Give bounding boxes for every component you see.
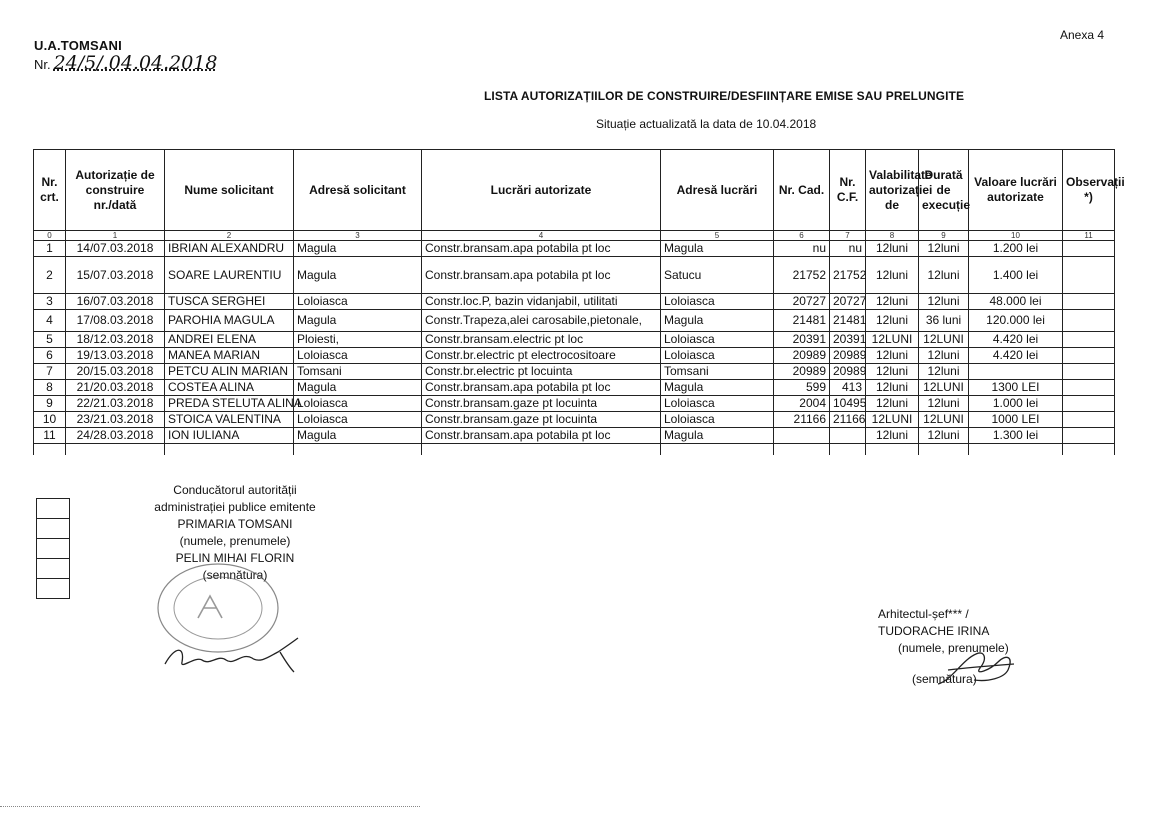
table-cell: COSTEA ALINA bbox=[165, 380, 294, 396]
header-cell: Autorizație de construire nr./dată bbox=[66, 150, 165, 231]
table-cell bbox=[1063, 396, 1115, 412]
table-cell: 12luni bbox=[866, 310, 919, 332]
column-number: 11 bbox=[1063, 231, 1115, 241]
table-cell: 20989 bbox=[830, 364, 866, 380]
table-cell: PREDA STELUTA ALINA bbox=[165, 396, 294, 412]
table-cell bbox=[1063, 257, 1115, 294]
table-cell: MANEA MARIAN bbox=[165, 348, 294, 364]
table-cell: 20391 bbox=[830, 332, 866, 348]
table-cell: TUSCA SERGHEI bbox=[165, 294, 294, 310]
table-cell bbox=[294, 444, 422, 456]
table-cell: SOARE LAURENTIU bbox=[165, 257, 294, 294]
table-cell: Constr.bransam.apa potabila pt loc bbox=[422, 241, 661, 257]
header-cell: Nr. crt. bbox=[34, 150, 66, 231]
document-subtitle: Situație actualizată la data de 10.04.2018 bbox=[596, 117, 817, 131]
table-cell: 20989 bbox=[774, 364, 830, 380]
table-cell: Magula bbox=[294, 257, 422, 294]
table-cell bbox=[1063, 332, 1115, 348]
table-cell: 19/13.03.2018 bbox=[66, 348, 165, 364]
table-cell: Tomsani bbox=[294, 364, 422, 380]
table-cell bbox=[1063, 380, 1115, 396]
header-cell: Adresă solicitant bbox=[294, 150, 422, 231]
signatory-role-line1: Conducătorul autorității bbox=[173, 483, 297, 497]
column-number: 4 bbox=[422, 231, 661, 241]
table-cell bbox=[969, 444, 1063, 456]
table-cell: Constr.bransam.gaze pt locuinta bbox=[422, 396, 661, 412]
table-cell: 12luni bbox=[919, 428, 969, 444]
signatory-name: PELIN MIHAI FLORIN bbox=[175, 551, 295, 565]
table-cell: 413 bbox=[830, 380, 866, 396]
table-cell: 10495 bbox=[830, 396, 866, 412]
table-cell: Loloiasca bbox=[661, 396, 774, 412]
table-cell: 20727 bbox=[830, 294, 866, 310]
table-cell: 1.400 lei bbox=[969, 257, 1063, 294]
table-row bbox=[34, 332, 1115, 348]
table-cell: 48.000 lei bbox=[969, 294, 1063, 310]
table-cell: 21166 bbox=[774, 412, 830, 428]
table-cell: Constr.Trapeza,alei carosabile,pietonale, bbox=[422, 310, 661, 332]
table-cell: 36 luni bbox=[919, 310, 969, 332]
table-cell: 12luni bbox=[866, 364, 919, 380]
table-cell: 12luni bbox=[919, 364, 969, 380]
column-number: 5 bbox=[661, 231, 774, 241]
table-cell: PAROHIA MAGULA bbox=[165, 310, 294, 332]
authorizations-table bbox=[33, 149, 1125, 455]
table-cell: 12luni bbox=[919, 294, 969, 310]
table-cell: Satucu bbox=[661, 257, 774, 294]
header-cell: Valabilitate autorizației de bbox=[866, 150, 919, 231]
table-cell: Magula bbox=[294, 380, 422, 396]
table-cell: 12luni bbox=[866, 396, 919, 412]
column-number: 6 bbox=[774, 231, 830, 241]
header-cell: Valoare lucrări autorizate bbox=[969, 150, 1063, 231]
table-cell: 120.000 lei bbox=[969, 310, 1063, 332]
table-cell: 1 bbox=[34, 241, 66, 257]
table-cell bbox=[1063, 444, 1115, 456]
table-cell: 21/20.03.2018 bbox=[66, 380, 165, 396]
table-cell: Magula bbox=[294, 241, 422, 257]
table-cell: ION IULIANA bbox=[165, 428, 294, 444]
table-cell: 10 bbox=[34, 412, 66, 428]
column-number: 9 bbox=[919, 231, 969, 241]
table-cell bbox=[774, 428, 830, 444]
table-cell: Magula bbox=[661, 428, 774, 444]
table-cell: 1.300 lei bbox=[969, 428, 1063, 444]
table-cell: ANDREI ELENA bbox=[165, 332, 294, 348]
table-cell: Constr.bransam.electric pt loc bbox=[422, 332, 661, 348]
table-cell: 7 bbox=[34, 364, 66, 380]
table-cell: 23/21.03.2018 bbox=[66, 412, 165, 428]
table-cell: 12luni bbox=[866, 380, 919, 396]
table-cell bbox=[919, 444, 969, 456]
column-number-row bbox=[34, 231, 1115, 241]
column-number: 1 bbox=[66, 231, 165, 241]
column-number: 8 bbox=[866, 231, 919, 241]
table-cell bbox=[1063, 364, 1115, 380]
table-cell: 12LUNI bbox=[919, 332, 969, 348]
header-cell: Nr. Cad. bbox=[774, 150, 830, 231]
header-cell: Observații *) bbox=[1063, 150, 1115, 231]
table-cell: Magula bbox=[661, 310, 774, 332]
table-cell: Constr.bransam.apa potabila pt loc bbox=[422, 428, 661, 444]
table-cell: 6 bbox=[34, 348, 66, 364]
table-cell: 1.000 lei bbox=[969, 396, 1063, 412]
document-title: LISTA AUTORIZAȚIILOR DE CONSTRUIRE/DESFIINȚARE EMISE SAU PRELUNGITE bbox=[484, 89, 965, 103]
table-cell: 12luni bbox=[919, 241, 969, 257]
architect-name: TUDORACHE IRINA bbox=[878, 624, 990, 638]
table-row bbox=[34, 396, 1115, 412]
table-cell: Constr.loc.P, bazin vidanjabil, utilitati bbox=[422, 294, 661, 310]
table-cell: 12luni bbox=[866, 348, 919, 364]
table-cell: Constr.bransam.gaze pt locuinta bbox=[422, 412, 661, 428]
table-cell: 5 bbox=[34, 332, 66, 348]
table-cell bbox=[1063, 241, 1115, 257]
table-cell: 21481 bbox=[830, 310, 866, 332]
table-cell bbox=[66, 444, 165, 456]
table-row bbox=[34, 364, 1115, 380]
table-cell bbox=[661, 444, 774, 456]
table-cell: 1000 LEI bbox=[969, 412, 1063, 428]
table-cell: 12luni bbox=[919, 348, 969, 364]
table-cell: 15/07.03.2018 bbox=[66, 257, 165, 294]
table-row bbox=[34, 444, 1115, 456]
table-cell: Loloiasca bbox=[661, 348, 774, 364]
table-cell: 2 bbox=[34, 257, 66, 294]
table-cell: 1.200 lei bbox=[969, 241, 1063, 257]
table-row bbox=[34, 380, 1115, 396]
table-cell: Constr.br.electric pt electrocositoare bbox=[422, 348, 661, 364]
table-cell: 599 bbox=[774, 380, 830, 396]
table-cell: Loloiasca bbox=[294, 396, 422, 412]
table-cell: 17/08.03.2018 bbox=[66, 310, 165, 332]
table-cell bbox=[830, 428, 866, 444]
table-cell: STOICA VALENTINA bbox=[165, 412, 294, 428]
table-cell bbox=[830, 444, 866, 456]
table-cell: Constr.bransam.apa potabila pt loc bbox=[422, 257, 661, 294]
table-cell: 14/07.03.2018 bbox=[66, 241, 165, 257]
table-cell: 8 bbox=[34, 380, 66, 396]
handwritten-signature-left-icon bbox=[160, 626, 305, 676]
table-cell: Magula bbox=[661, 241, 774, 257]
signature-caption: (semnătura) bbox=[202, 568, 268, 582]
table-cell: 20/15.03.2018 bbox=[66, 364, 165, 380]
signatory-name-caption: (numele, prenumele) bbox=[179, 534, 291, 548]
bottom-scan-line bbox=[0, 806, 420, 808]
table-cell: 12luni bbox=[866, 294, 919, 310]
table-cell bbox=[1063, 428, 1115, 444]
table-cell: Tomsani bbox=[661, 364, 774, 380]
registration-number bbox=[34, 52, 218, 74]
table-cell: Loloiasca bbox=[294, 412, 422, 428]
table-row bbox=[34, 310, 1115, 332]
table-cell: 22/21.03.2018 bbox=[66, 396, 165, 412]
table-cell bbox=[1063, 412, 1115, 428]
nr-label: Nr. bbox=[34, 57, 51, 72]
table-row bbox=[34, 428, 1115, 444]
table-cell: 20391 bbox=[774, 332, 830, 348]
table-cell: IBRIAN ALEXANDRU bbox=[165, 241, 294, 257]
table-cell: 11 bbox=[34, 428, 66, 444]
signatory-institution: PRIMARIA TOMSANI bbox=[177, 517, 293, 531]
table-cell: 12LUNI bbox=[866, 412, 919, 428]
table-cell: 21752 bbox=[830, 257, 866, 294]
architect-signature-caption: (semnătura) bbox=[912, 672, 977, 686]
architect-name-caption: (numele, prenumele) bbox=[898, 641, 1009, 655]
column-number: 7 bbox=[830, 231, 866, 241]
table-cell bbox=[774, 444, 830, 456]
table-cell: 9 bbox=[34, 396, 66, 412]
table-cell: 12luni bbox=[866, 428, 919, 444]
table-cell: 12LUNI bbox=[866, 332, 919, 348]
table-cell: 24/28.03.2018 bbox=[66, 428, 165, 444]
table-cell: PETCU ALIN MARIAN bbox=[165, 364, 294, 380]
table-cell bbox=[1063, 294, 1115, 310]
table-row bbox=[34, 412, 1115, 428]
table-cell: Loloiasca bbox=[294, 348, 422, 364]
table-cell: 12LUNI bbox=[919, 380, 969, 396]
header-cell: Durată de execuție bbox=[919, 150, 969, 231]
table-cell: Loloiasca bbox=[661, 294, 774, 310]
table-cell bbox=[165, 444, 294, 456]
table-row bbox=[34, 294, 1115, 310]
table-cell: Constr.br.electric pt locuinta bbox=[422, 364, 661, 380]
table-cell: Loloiasca bbox=[661, 412, 774, 428]
table-cell: Magula bbox=[661, 380, 774, 396]
table-cell: 21752 bbox=[774, 257, 830, 294]
table-header-row bbox=[34, 150, 1115, 231]
table-cell bbox=[34, 444, 66, 456]
table-cell bbox=[1063, 348, 1115, 364]
table-cell: 21166 bbox=[830, 412, 866, 428]
table-cell: 21481 bbox=[774, 310, 830, 332]
table-cell: 16/07.03.2018 bbox=[66, 294, 165, 310]
annex-label: Anexa 4 bbox=[1060, 28, 1105, 42]
table-cell: 3 bbox=[34, 294, 66, 310]
table-cell: 12luni bbox=[919, 396, 969, 412]
table-cell: Constr.bransam.apa potabila pt loc bbox=[422, 380, 661, 396]
table-cell: nu bbox=[774, 241, 830, 257]
table-row bbox=[34, 257, 1115, 294]
nr-value: 24/5/.04.04.2018 bbox=[53, 52, 218, 74]
table-cell: 2004 bbox=[774, 396, 830, 412]
table-cell bbox=[1063, 310, 1115, 332]
table-cell bbox=[866, 444, 919, 456]
header-cell: Nr. C.F. bbox=[830, 150, 866, 231]
table-cell: 4.420 lei bbox=[969, 332, 1063, 348]
table-cell: 20727 bbox=[774, 294, 830, 310]
header-cell: Nume solicitant bbox=[165, 150, 294, 231]
architect-role: Arhitectul-șef*** / bbox=[878, 607, 969, 621]
table-cell bbox=[969, 364, 1063, 380]
table-cell: 12luni bbox=[866, 257, 919, 294]
table-cell: Magula bbox=[294, 428, 422, 444]
header-cell: Adresă lucrări bbox=[661, 150, 774, 231]
table-cell: Loloiasca bbox=[661, 332, 774, 348]
table-cell: 4 bbox=[34, 310, 66, 332]
unit-name: U.A.TOMSANI bbox=[34, 38, 122, 53]
signatory-role-line2: administrației publice emitente bbox=[154, 500, 316, 514]
margin-boxes bbox=[36, 498, 70, 599]
table-cell: Ploiesti, bbox=[294, 332, 422, 348]
handwritten-signature-right-icon bbox=[918, 640, 1028, 700]
table-row bbox=[34, 241, 1115, 257]
column-number: 0 bbox=[34, 231, 66, 241]
table-cell: 12luni bbox=[866, 241, 919, 257]
column-number: 10 bbox=[969, 231, 1063, 241]
table-cell: 1300 LEI bbox=[969, 380, 1063, 396]
table-cell: 20989 bbox=[774, 348, 830, 364]
table-cell: 18/12.03.2018 bbox=[66, 332, 165, 348]
table-cell bbox=[422, 444, 661, 456]
column-number: 2 bbox=[165, 231, 294, 241]
table-cell: 12LUNI bbox=[919, 412, 969, 428]
table-cell: 20989 bbox=[830, 348, 866, 364]
table-cell: 4.420 lei bbox=[969, 348, 1063, 364]
table-cell: 12luni bbox=[919, 257, 969, 294]
table-row bbox=[34, 348, 1115, 364]
table-cell: nu bbox=[830, 241, 866, 257]
header-cell: Lucrări autorizate bbox=[422, 150, 661, 231]
column-number: 3 bbox=[294, 231, 422, 241]
table-cell: Magula bbox=[294, 310, 422, 332]
table-cell: Loloiasca bbox=[294, 294, 422, 310]
